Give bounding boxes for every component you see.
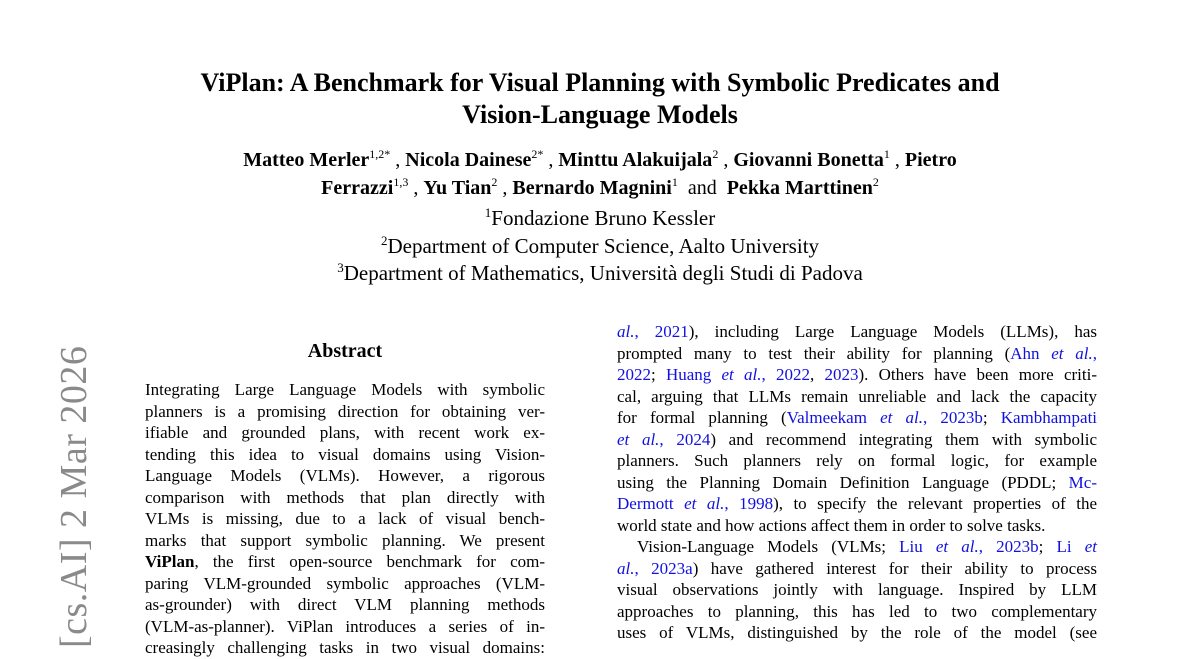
text-line: using the Planning Domain Definition Language (PDDL; Mc-	[617, 472, 1097, 492]
paper-title	[150, 67, 1050, 131]
author-affil-mark: 2	[712, 147, 719, 161]
text-line: 2022; Huang et al., 2022, 2023). Others have been more criti-	[617, 365, 1097, 384]
text-line: visual observations jointly with language. Inspired by LLM	[617, 580, 1097, 599]
abstract-line: ViPlan, the first open-source benchmark for com-	[145, 552, 545, 571]
affil-mark: 3	[337, 260, 344, 275]
citation-link[interactable]: Valmeekam et al., 2023b	[786, 408, 983, 427]
text-line: planners. Such planners rely on formal logic, for example	[617, 451, 1097, 470]
citation-link[interactable]: 2022	[617, 365, 651, 384]
citation-link[interactable]: al., 2021	[617, 322, 689, 341]
author-name: Nicola Dainese	[405, 149, 532, 171]
affil-text: Department of Computer Science, Aalto University	[387, 233, 820, 258]
abstract-line: planners is a promising direction for obtaining ver-	[145, 401, 545, 421]
author-name: Pekka Marttinen	[726, 177, 873, 199]
affiliation	[150, 233, 1050, 261]
abstract-heading: Abstract	[307, 340, 383, 362]
citation-link[interactable]: al., 2023a	[617, 558, 693, 578]
author-name: Bernardo Magnini	[512, 177, 672, 199]
author-list	[150, 146, 1050, 202]
abstract-line: creasingly challenging tasks in two visual domains:	[145, 638, 545, 657]
title-line-2: Vision-Language Models	[462, 100, 738, 129]
author-affil-mark: 2	[872, 175, 879, 189]
author-name: Minttu Alakuijala	[558, 149, 713, 171]
author-name-part: Pietro	[904, 149, 957, 171]
text-line: prompted many to test their ability for planning (Ahn et al.,	[617, 343, 1097, 363]
abstract-line: tending this idea to visual domains using Vision-	[145, 444, 545, 464]
author-name: Giovanni Bonetta	[733, 149, 884, 171]
author-name: Matteo Merler	[243, 149, 370, 171]
text-line: world state and how actions affect them in order to solve tasks.	[617, 515, 1046, 535]
citation-link[interactable]: Huang et al., 2022	[665, 365, 810, 384]
abstract-line: Language Models (VLMs). However, a rigorous	[145, 466, 545, 485]
abstract-line: comparison with methods that plan directly with	[145, 487, 545, 507]
abstract-line: ifiable and grounded plans, with recent work ex-	[145, 423, 545, 442]
affiliation	[150, 260, 1050, 288]
author-affil-mark: 1	[671, 175, 678, 189]
affiliation-list	[150, 205, 1050, 288]
abstract-line: (VLM-as-planner). ViPlan introduces a series of in-	[145, 616, 545, 636]
text-line: al., 2021), including Large Language Models (LLMs), has	[617, 322, 1097, 341]
citation-link[interactable]: Dermott et al., 1998	[617, 494, 774, 513]
author-line-1: Matteo Merler$^{1,2*}$ , Nicola Dainese$^{2*}$ , Minttu Alakuijala$^2$ , Giovanni Bonetta$^1$ , Pietro	[243, 147, 957, 171]
abstract-line: paring VLM-grounded symbolic approaches (VLM-	[145, 573, 545, 593]
affil-text: Department of Mathematics, Università degli Studi di Padova	[343, 261, 863, 285]
title-line-1: ViPlan: A Benchmark for Visual Planning with Symbolic Predicates and	[200, 68, 1000, 97]
intro-column	[617, 321, 1097, 644]
abstract-body	[145, 379, 545, 659]
affil-mark: 1	[484, 205, 492, 220]
author-affil-mark: 2	[491, 175, 498, 189]
citation-link[interactable]: Li et	[1056, 537, 1098, 556]
affil-text: Fondazione Bruno Kessler	[491, 206, 716, 230]
abstract-line: VLMs is missing, due to a lack of visual bench-	[145, 509, 545, 528]
text-line: Vision-Language Models (VLMs; Liu et al., 2023b; Li et	[637, 537, 1098, 556]
author-name: Yu Tian	[423, 177, 492, 199]
citation-link[interactable]: et al., 2024	[617, 429, 711, 449]
text-line: for formal planning (Valmeekam et al., 2023b; Kambhampati	[617, 408, 1098, 427]
arxiv-stamp: [cs.AI] 2 Mar 2026	[53, 345, 95, 648]
affiliation	[150, 205, 1050, 233]
author-affil-mark: 1,3	[393, 175, 409, 189]
text-line: approaches to planning, this has led to two complementary	[617, 601, 1097, 621]
author-connector: and	[687, 177, 717, 199]
abstract-line: Integrating Large Language Models with symbolic	[145, 380, 545, 399]
citation-link[interactable]: Mc-	[1068, 472, 1097, 492]
text-line: et al., 2024) and recommend integrating them with symbolic	[617, 429, 1098, 449]
text-line: al., 2023a) have gathered interest for their ability to process	[617, 558, 1097, 578]
citation-link[interactable]: Liu et al., 2023b	[899, 537, 1039, 556]
author-affil-mark: 2*	[531, 147, 544, 161]
citation-link[interactable]: Ahn et al.,	[1010, 343, 1097, 363]
text-line: cal, arguing that LLMs remain unreliable and lack the capacity	[617, 386, 1097, 406]
text-line: Dermott et al., 1998), to specify the relevant properties of the	[617, 494, 1097, 513]
author-line-2: Ferrazzi$^{1,3}$ , Yu Tian$^2$ , Bernardo Magnini$^1$ and Pekka Marttinen$^2$	[321, 175, 879, 199]
author-name-part: Ferrazzi	[321, 177, 394, 199]
abstract-line: marks that support symbolic planning. We present	[145, 530, 545, 550]
abstract-line: as-grounder) with direct VLM planning methods	[145, 595, 545, 614]
affil-mark: 2	[380, 232, 388, 248]
author-affil-mark: 1,2*	[369, 147, 391, 161]
author-affil-mark: 1	[883, 147, 890, 161]
text-line: uses of VLMs, distinguished by the role of the model (see	[617, 623, 1097, 642]
citation-link[interactable]: 2023	[824, 365, 859, 384]
citation-link[interactable]: Kambhampati	[1000, 408, 1098, 427]
